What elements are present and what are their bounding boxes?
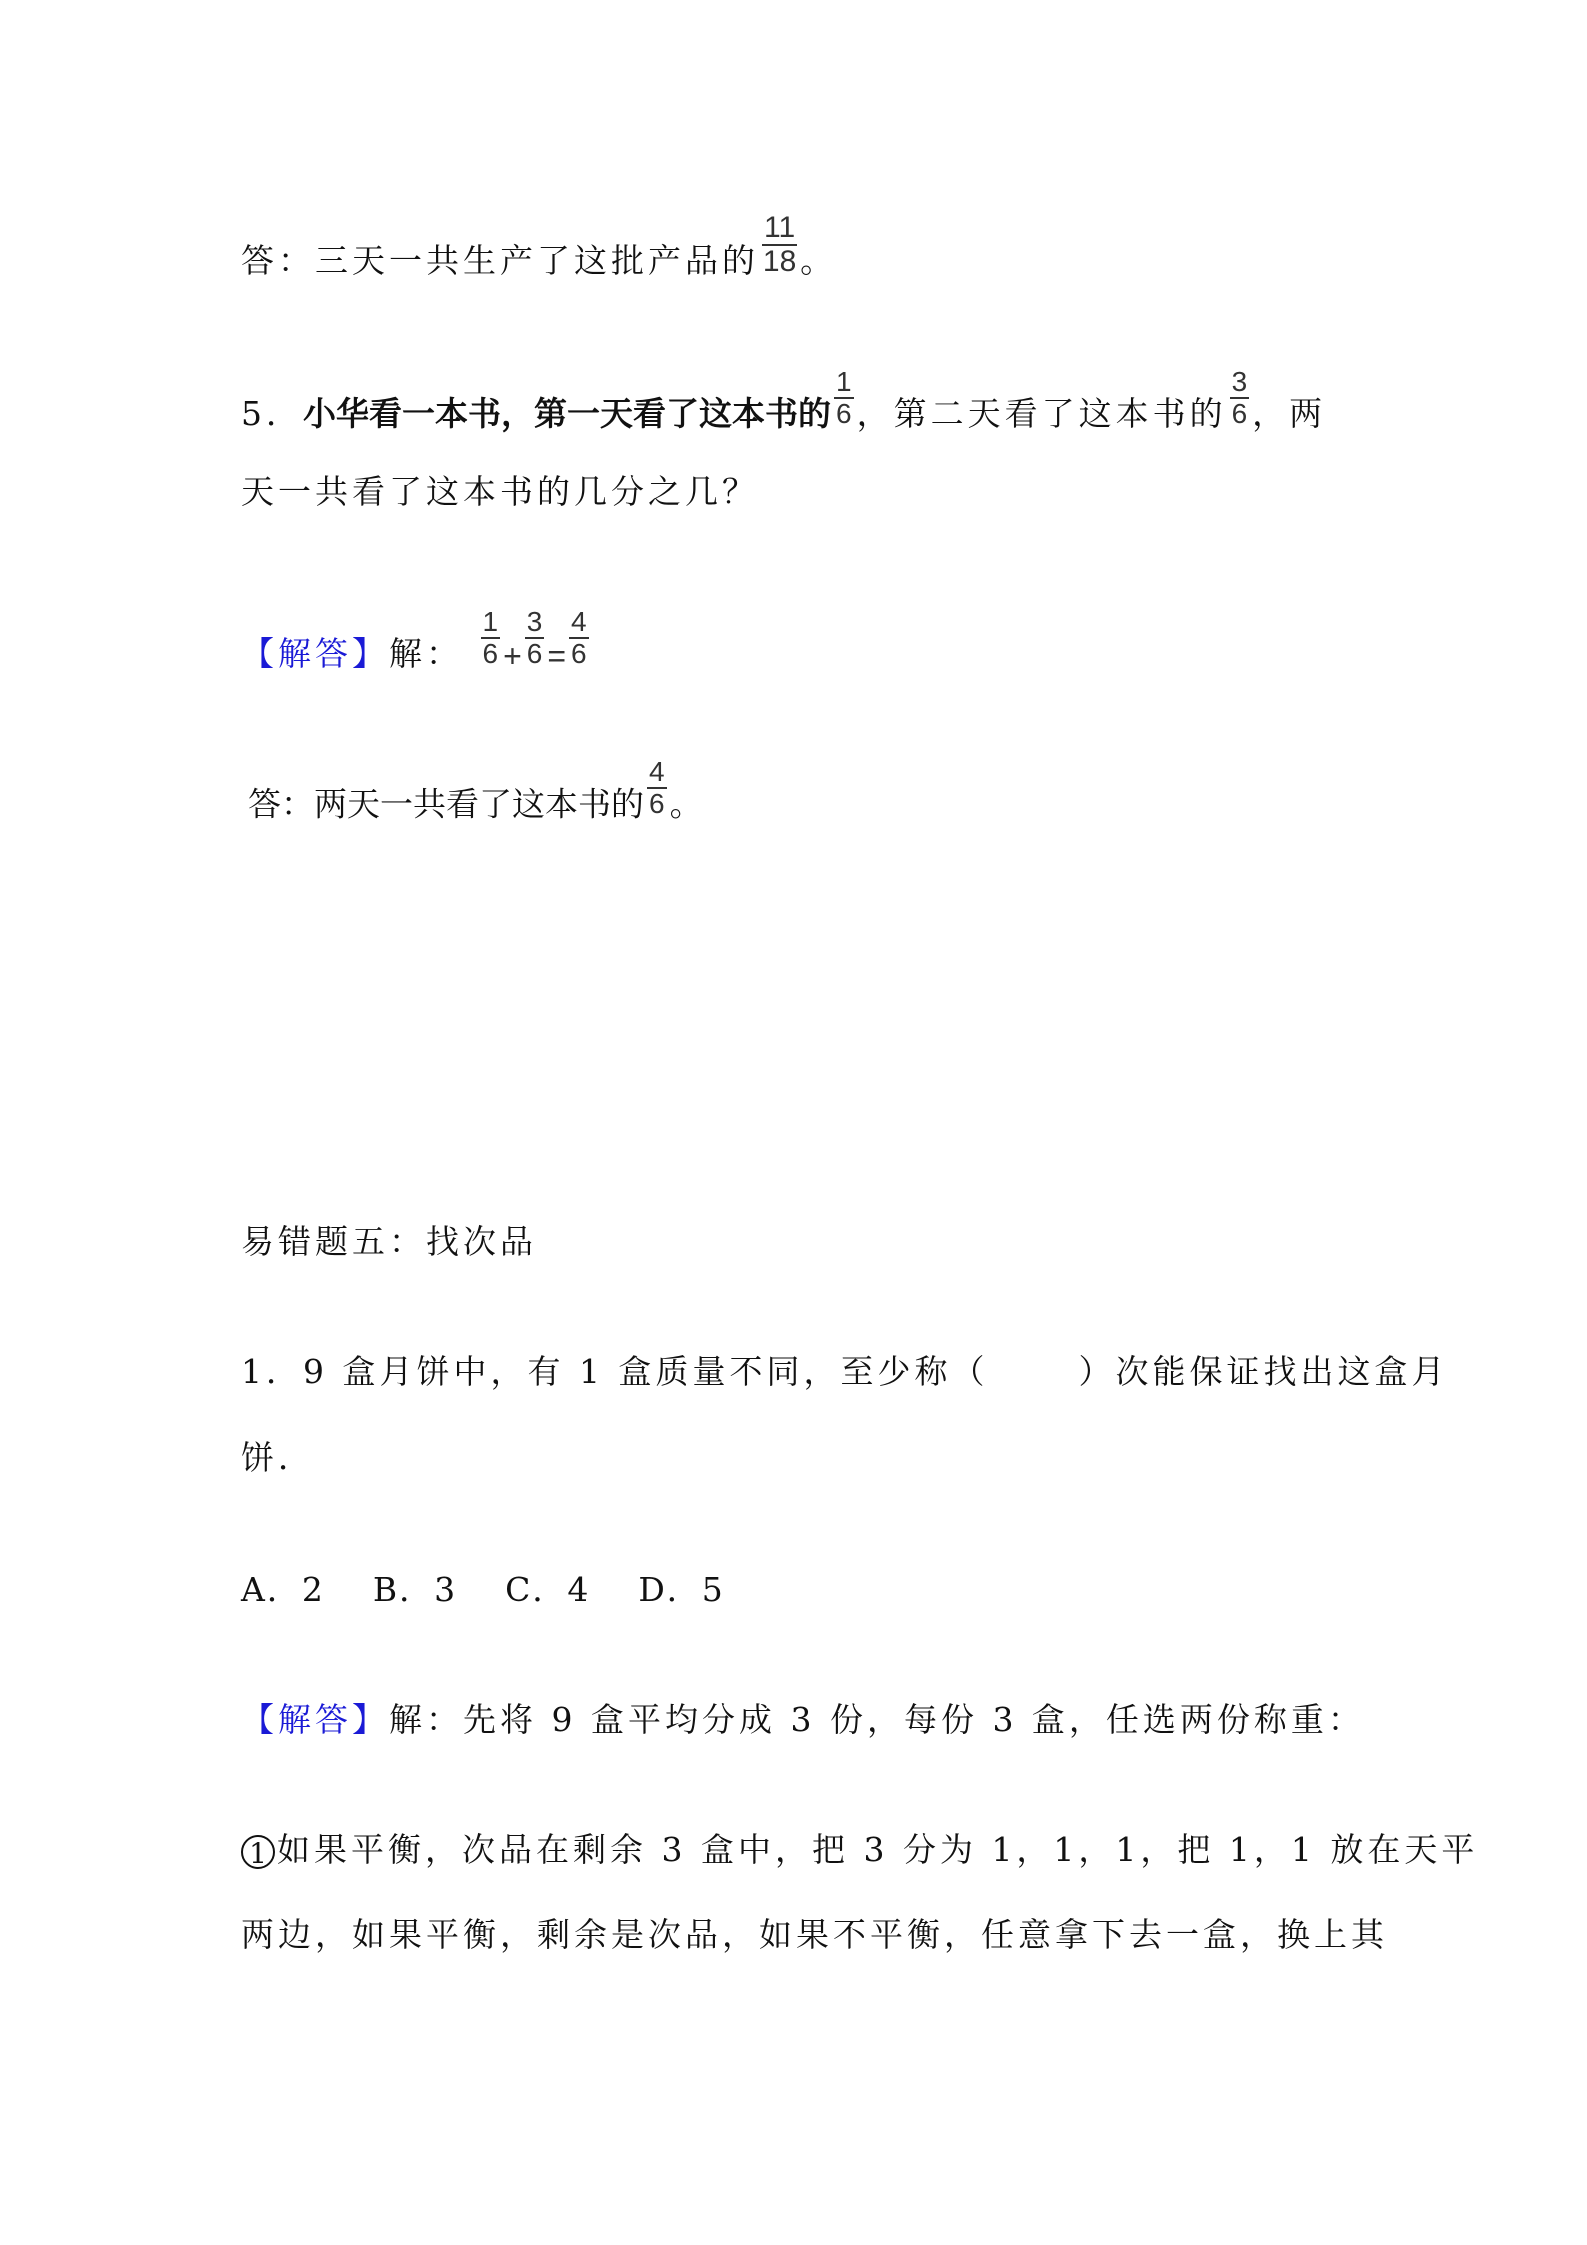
option-d: D．5 — [638, 1570, 725, 1609]
equals-sign: = — [547, 638, 567, 674]
fraction-11-18: $\frac{11}{18}$ — [762, 211, 797, 278]
solution-step-1-line1: 1 如果平衡，次品在剩余 3 盒中，把 3 分为 1，1，1，把 1，1 放在天平 — [241, 1830, 1478, 1870]
fraction-3-6: $\frac{3}{6}$ — [1231, 366, 1248, 429]
solution-step-1-line2: 两边，如果平衡，剩余是次品，如果不平衡，任意拿下去一盒，换上其 — [241, 1915, 1388, 1954]
question-number: 5． — [241, 394, 303, 433]
circled-number-1: 1 — [241, 1835, 275, 1869]
section5-question-1-line1: 1．9 盒月饼中，有 1 盒质量不同，至少称（ ）次能保证找出这盒月 — [241, 1352, 1449, 1391]
fraction-4-6: $\frac{4}{6}$ — [649, 756, 665, 819]
fraction-4-6: $\frac{4}{6}$ — [571, 606, 587, 669]
option-a: A．2 — [241, 1570, 325, 1609]
option-c: C．4 — [505, 1570, 591, 1609]
question-5-line1: 5．小华看一本书，第一天看了这本书的 $\frac{1}{6}$ ，第二天看了这本书的 $\frac{3}{6}$ ，两 — [241, 366, 1327, 433]
question-5-line2: 天一共看了这本书的几分之几？ — [241, 472, 759, 511]
plus-sign: + — [503, 638, 522, 674]
solution-label: 【解答】 — [241, 1700, 389, 1739]
solution-prefix: 解： — [389, 634, 463, 673]
solution-label: 【解答】 — [241, 634, 389, 673]
fraction-1-6: $\frac{1}{6}$ — [836, 366, 852, 429]
answer-line-previous: 答：三天一共生产了这批产品的 $\frac{11}{18}$ 。 — [241, 211, 838, 280]
options-row — [241, 1570, 725, 1610]
fraction-1-6: $\frac{1}{6}$ — [482, 606, 499, 669]
section5-question-1-line2: 饼． — [241, 1438, 315, 1477]
fraction-3-6: $\frac{3}{6}$ — [526, 606, 543, 669]
answer-5: 答：两天一共看了这本书的 $\frac{4}{6}$ 。 — [248, 756, 703, 824]
question-bold-text: 小华看一本书，第一天看了这本书的 — [303, 394, 831, 433]
section-title: 易错题五：找次品 — [241, 1222, 537, 1261]
answer-text: 答：三天一共生产了这批产品的 — [241, 241, 759, 280]
solution-5 — [241, 606, 592, 687]
section5-solution: 【解答】解：先将 9 盒平均分成 3 份，每份 3 盒，任选两份称重： — [241, 1700, 1365, 1739]
option-b: B．3 — [372, 1570, 458, 1609]
